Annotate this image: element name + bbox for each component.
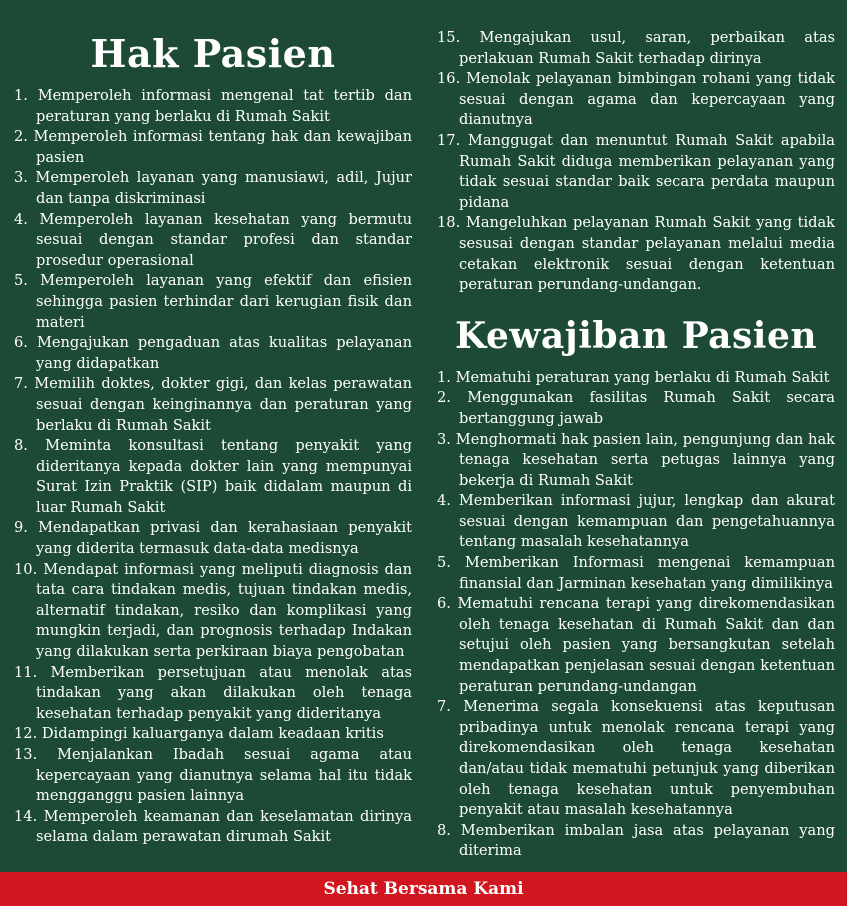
list-item: [14, 745, 412, 807]
item-number: 16.: [437, 70, 461, 88]
list-item: [437, 553, 835, 594]
list-item: [437, 131, 835, 213]
item-number: 5.: [437, 554, 451, 572]
list-item: [437, 388, 835, 429]
list-item: [14, 333, 412, 374]
footer-banner: [0, 872, 847, 906]
item-number: 4.: [14, 210, 28, 228]
list-item: [437, 28, 835, 69]
list-item: [14, 560, 412, 663]
item-text: Didampingi kaluarganya dalam keadaan kritis: [41, 725, 384, 743]
list-item: [14, 436, 412, 518]
list-item: [14, 168, 412, 209]
list-item: [14, 518, 412, 559]
item-number: 7.: [14, 375, 28, 393]
item-number: 13.: [14, 746, 38, 763]
list-item: [14, 127, 412, 168]
item-text: Memperoleh layanan yang manusiawi, adil, Jujur dan tanpa diskriminasi: [35, 169, 413, 207]
list-item: [14, 210, 412, 272]
kewajiban-pasien-title: Kewajiban Pasien: [454, 314, 818, 357]
list-item: [14, 807, 412, 848]
list-item: [437, 213, 835, 295]
list-item: [14, 271, 412, 333]
list-item: [437, 821, 835, 862]
item-text: Mendapat informasi yang meliputi diagnosis dan tata cara tindakan medis, tujuan tindakan medis, alternatif tindakan, resiko dan komplikasi yang mungkin terjadi, dan prognosis terhadap Indakan yang dilakukan serta perkiraan biaya pengobatan: [36, 560, 412, 661]
item-number: 12.: [14, 725, 38, 743]
item-number: 18.: [437, 214, 461, 232]
list-item: [437, 491, 835, 553]
list-item: [437, 368, 835, 389]
item-text: Memperoleh layanan yang efektif dan efisien sehingga pasien terhindar dari kerugian fisik dan materi: [36, 272, 413, 331]
item-text: Mendapatkan privasi dan kerahasiaan penyakit yang diderita termasuk data-data medisnya: [36, 519, 412, 558]
item-number: 2.: [14, 128, 28, 146]
item-number: 7.: [437, 698, 451, 716]
item-text: Mematuhi peraturan yang berlaku di Rumah Sakit: [455, 368, 830, 386]
item-text: Memilih doktes, dokter gigi, dan kelas perawatan sesuai dengan keinginannya dan peraturan yang berlaku di Rumah Sakit: [34, 375, 412, 434]
item-number: 11.: [14, 663, 38, 681]
list-item: [14, 724, 412, 745]
item-number: 2.: [437, 389, 451, 407]
right-column: [437, 0, 835, 862]
list-item: [437, 69, 835, 131]
item-text: Memberikan imbalan jasa atas pelayanan yang diterima: [459, 821, 835, 860]
item-number: 5.: [14, 272, 28, 290]
item-text: Mengajukan pengaduan atas kualitas pelayanan yang didapatkan: [36, 334, 412, 372]
item-text: Manggugat dan menuntut Rumah Sakit apabila Rumah Sakit diduga memberikan pelayanan yang tidak sesuai standar baik secara perdata maupun pidana: [459, 131, 835, 211]
item-text: Memperoleh layanan kesehatan yang bermutu sesuai dengan standar profesi dan standar prosedur operasional: [36, 210, 412, 269]
item-number: 9.: [14, 519, 28, 537]
list-item: [437, 594, 835, 697]
item-text: Menolak pelayanan bimbingan rohani yang tidak sesuai dengan agama dan kepercayaan yang dianutnya: [459, 70, 835, 129]
item-number: 6.: [437, 595, 451, 613]
item-text: Mengajukan usul, saran, perbaikan atas perlakuan Rumah Sakit terhadap dirinya: [459, 29, 836, 67]
item-number: 10.: [14, 560, 38, 578]
item-text: Menghormati hak pasien lain, pengunjung dan hak tenaga kesehatan serta petugas lainnya yang bekerja di Rumah Sakit: [455, 430, 835, 489]
item-text: Meminta konsultasi tentang penyakit yang dideritanya kepada dokter lain yang mempunyai Surat Izin Praktik (SIP) baik didalam maupun di luar Rumah Sakit: [36, 437, 412, 516]
item-number: 1.: [437, 368, 451, 386]
item-text: Menggunakan fasilitas Rumah Sakit secara bertanggung jawab: [459, 389, 835, 427]
item-number: 17.: [437, 131, 461, 149]
item-number: 3.: [14, 169, 28, 187]
list-item: [14, 86, 412, 127]
item-number: 14.: [14, 807, 38, 825]
list-item: [14, 374, 412, 436]
item-number: 3.: [437, 430, 451, 448]
item-text: Memperoleh informasi mengenal tat tertib dan peraturan yang berlaku di Rumah Sakit: [36, 87, 413, 125]
item-number: 15.: [437, 29, 461, 46]
item-text: Memberikan informasi jujur, lengkap dan akurat sesuai dengan kemampuan dan pengetahuannya tentang masalah kesehatannya: [458, 492, 835, 551]
item-number: 4.: [437, 492, 451, 510]
item-text: Memberikan persetujuan atau menolak atas tindakan yang akan dilakukan oleh tenaga kesehatan terhadap penyakit yang dideritanya: [36, 663, 413, 722]
item-text: Memperoleh informasi tentang hak dan kewajiban pasien: [33, 128, 412, 166]
hak-pasien-title: Hak Pasien: [90, 31, 336, 76]
list-item: [14, 663, 412, 725]
hak-pasien-list-continued: [437, 0, 835, 296]
item-text: Mematuhi rencana terapi yang direkomendasikan oleh tenaga kesehatan di Rumah Sakit dan dan setujui oleh pasien yang bersangkutan setelah mendapatkan penjelasan sesuai dengan ketentuan peraturan perundang-undangan: [457, 595, 835, 695]
item-text: Memberikan Informasi mengenai kemampuan finansial dan Jarminan kesehatan yang dimilikinya: [459, 554, 835, 592]
left-column: [14, 0, 412, 848]
kewajiban-pasien-list: [437, 368, 835, 862]
footer-slogan: Sehat Bersama Kami: [323, 879, 524, 899]
item-number: 8.: [14, 437, 28, 455]
item-text: Menjalankan Ibadah sesuai agama atau kepercayaan yang dianutnya selama hal itu tidak mengganggu pasien lainnya: [36, 746, 412, 805]
list-item: [437, 697, 835, 821]
item-number: 6.: [14, 334, 28, 352]
item-number: 8.: [437, 821, 451, 839]
item-text: Memperoleh keamanan dan keselamatan dirinya selama dalam perawatan dirumah Sakit: [36, 807, 412, 846]
item-text: Menerima segala konsekuensi atas keputusan pribadinya untuk menolak rencana terapi yang direkomendasikan oleh tenaga kesehatan dan/atau tidak mematuhi petunjuk yang diberikan oleh tenaga kesehatan untuk penyembuhan penyakit atau masalah kesehatannya: [459, 698, 835, 819]
list-item: [437, 430, 835, 492]
item-number: 1.: [14, 87, 28, 104]
hak-pasien-list: [14, 86, 412, 848]
item-text: Mangeluhkan pelayanan Rumah Sakit yang tidak sesusai dengan standar pelayanan melalui media cetakan elektronik sesuai dengan ketentuan peraturan perundang-undangan.: [459, 214, 836, 294]
